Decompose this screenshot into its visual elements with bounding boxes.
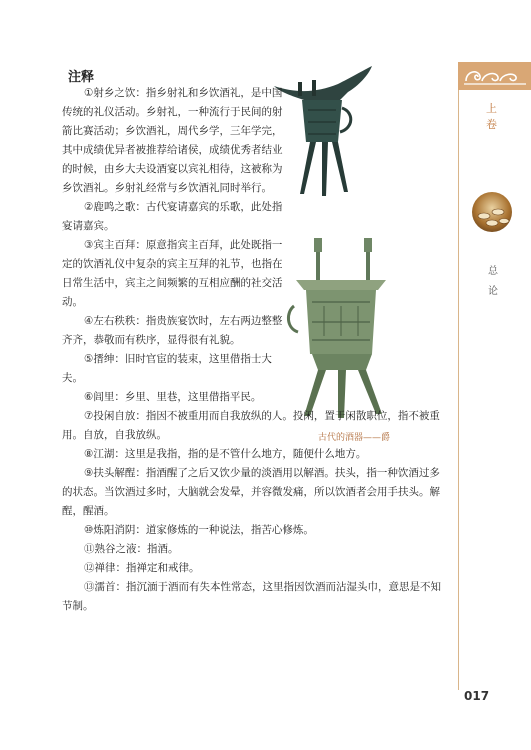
note-item: ③宾主百拜：原意指宾主百拜，此处既指一定的饮酒礼仪中复杂的宾主互拜的礼节，也指在日常生活中，宾主之间频繁的互相应酬的社交活动。 — [62, 239, 283, 308]
section-char-1: 总 — [488, 266, 498, 277]
wine-cups-thumbnail — [472, 192, 512, 232]
volume-tab — [458, 62, 531, 90]
sidebar-rule — [458, 70, 459, 690]
note-item: ⑨扶头解酲：指酒醒了之后又饮少量的淡酒用以解酒。扶头，指一种饮酒过多的状态。当饮酒过多时，大脑就会发晕，并容微发痛，所以饮酒者会用手扶头。解酲，醒酒。 — [62, 467, 440, 517]
notes-heading: 注释 — [68, 70, 95, 85]
section-label — [488, 262, 500, 302]
note-item: ⑤搢绅：旧时官宦的装束，这里借指士大夫。 — [62, 353, 272, 384]
note-item: ⑥闾里：乡里、里巷，这里借指平民。 — [84, 391, 262, 403]
image-caption: 古代的酒器——爵 — [318, 433, 391, 443]
note-item: ⑧江湖：这里是我指，指的是不管什么地方，随便什么地方。 — [84, 448, 367, 460]
volume-label: 上 卷 — [486, 102, 506, 131]
cloud-scroll-icon — [462, 65, 528, 87]
notes-list — [62, 84, 442, 616]
note-item: ⑪熟谷之液：指酒。 — [84, 543, 179, 555]
note-item: ②鹿鸣之歌：古代宴请嘉宾的乐歌，此处指宴请嘉宾。 — [62, 201, 283, 232]
note-item: ⑬濡首：指沉湎于酒而有失本性常态，这里指因饮酒而沾湿头巾，意思是不知节制。 — [62, 581, 441, 612]
note-item: ⑦投闲自放：指因不被重用而自我放纵的人。投闲，置于闲散职位，指不被重用。自放，自我放纵。 — [62, 410, 440, 441]
note-item: ⑫禅律：指禅定和戒律。 — [84, 562, 200, 574]
note-item: ⑩炼阳消阴：道家修炼的一种说法，指苦心修炼。 — [84, 524, 314, 536]
section-char-2: 论 — [488, 286, 498, 297]
page-number: 017 — [464, 689, 490, 703]
note-item: ④左右秩秩：指贵族宴饮时，左右两边整整齐齐，恭敬而有秩序，显得很有礼貌。 — [62, 315, 283, 346]
note-item: ①射乡之饮：指乡射礼和乡饮酒礼，是中国传统的礼仪活动。乡射礼，一种流行于民间的射箭比赛活动；乡饮酒礼，周代乡学，三年学完，其中成绩优异者被推荐给诸侯，成绩优秀者结业的时候，由乡大夫设酒宴以宾礼相待，这被称为乡饮酒礼。乡射礼经常与乡饮酒礼同时举行。 — [62, 87, 283, 194]
